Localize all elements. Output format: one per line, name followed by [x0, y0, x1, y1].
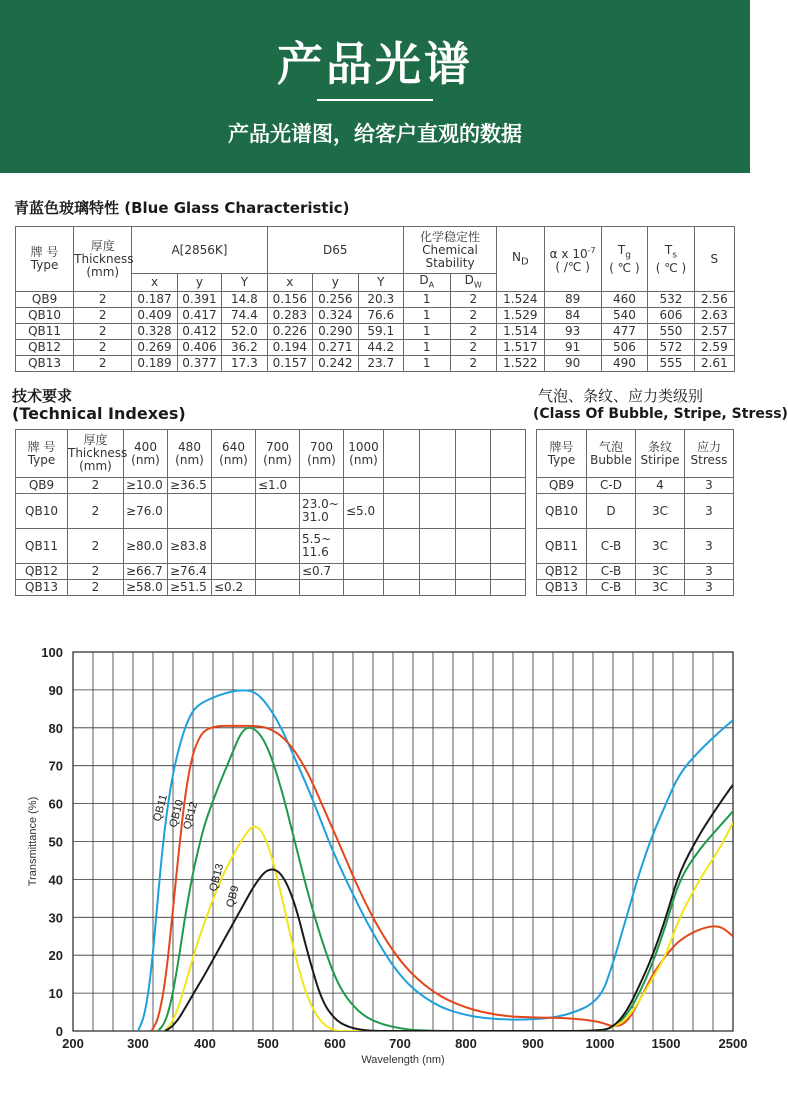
- series-label-qb12: QB12: [181, 800, 201, 831]
- value-cell: 17.3: [222, 356, 267, 372]
- value-cell: 540: [601, 308, 648, 324]
- header-tg: $T_g$ ( ℃ ): [601, 227, 648, 292]
- value-cell: 1: [403, 340, 450, 356]
- x-tick-label: 1000: [585, 1036, 615, 1051]
- y-tick-label: 60: [48, 796, 63, 812]
- title-divider: [317, 99, 433, 101]
- value-cell: [344, 529, 384, 564]
- t2-header-700nm-a: 700 (nm): [256, 430, 300, 478]
- y-tick-label: 20: [48, 948, 63, 964]
- type-cell: QB11: [16, 529, 68, 564]
- table-row: [537, 529, 734, 564]
- empty-cell: [420, 494, 456, 529]
- series-label-qb9: QB9: [224, 884, 242, 909]
- value-cell: 44.2: [358, 340, 403, 356]
- table-row: [16, 529, 526, 564]
- table-row: [16, 308, 735, 324]
- table-row: [16, 340, 735, 356]
- value-cell: 1.522: [497, 356, 545, 372]
- table-row: [16, 356, 735, 372]
- table-row: [16, 292, 735, 308]
- section-title-class-cn: 气泡、条纹、应力类级别: [538, 387, 704, 405]
- table-row: [16, 564, 526, 580]
- value-cell: 74.4: [222, 308, 267, 324]
- value-cell: 93: [544, 324, 601, 340]
- subheader-a-x: x: [132, 274, 177, 292]
- value-cell: 2: [74, 340, 132, 356]
- x-tick-label: 700: [389, 1036, 411, 1051]
- value-cell: 0.328: [132, 324, 177, 340]
- bubble-stripe-stress-table: [536, 429, 734, 596]
- y-tick-label: 50: [48, 834, 63, 850]
- header-ts: $T_s$ ( ℃ ): [648, 227, 695, 292]
- value-cell: 2: [68, 478, 124, 494]
- y-tick-label: 0: [55, 1024, 63, 1039]
- value-cell: 84: [544, 308, 601, 324]
- value-cell: 91: [544, 340, 601, 356]
- empty-cell: [491, 529, 526, 564]
- x-tick-label: 1500: [651, 1036, 681, 1051]
- t2-header-700nm-b: 700 (nm): [300, 430, 344, 478]
- value-cell: 0.271: [313, 340, 358, 356]
- value-cell: [212, 478, 256, 494]
- type-cell: QB11: [537, 529, 587, 564]
- value-cell: 76.6: [358, 308, 403, 324]
- section-title-technical-en: (Technical Indexes): [12, 404, 186, 423]
- empty-cell: [420, 580, 456, 596]
- value-cell: D: [587, 494, 636, 529]
- type-cell: QB13: [16, 580, 68, 596]
- value-cell: 14.8: [222, 292, 267, 308]
- value-cell: 2.61: [694, 356, 734, 372]
- value-cell: [344, 478, 384, 494]
- series-label-qb11: QB11: [151, 793, 170, 823]
- value-cell: 2: [74, 308, 132, 324]
- value-cell: ≥36.5: [168, 478, 212, 494]
- value-cell: ≤0.2: [212, 580, 256, 596]
- y-axis-label: Transmittance (%): [27, 796, 39, 887]
- type-cell: QB10: [16, 308, 74, 324]
- section-title-blue-glass: 青蓝色玻璃特性 (Blue Glass Characteristic): [14, 199, 350, 217]
- type-cell: QB12: [16, 340, 74, 356]
- header-banner: [0, 0, 750, 173]
- value-cell: 1.529: [497, 308, 545, 324]
- x-tick-label: 600: [324, 1036, 346, 1051]
- value-cell: ≤0.7: [300, 564, 344, 580]
- value-cell: ≥76.4: [168, 564, 212, 580]
- value-cell: 1: [403, 308, 450, 324]
- type-cell: QB13: [16, 356, 74, 372]
- value-cell: 2: [74, 292, 132, 308]
- x-tick-label: 2500: [718, 1036, 748, 1051]
- technical-indexes-table: [15, 429, 526, 596]
- value-cell: [344, 564, 384, 580]
- subheader-da: $D_A$: [403, 274, 450, 292]
- t2-header-1000nm: 1000 (nm): [344, 430, 384, 478]
- type-cell: QB9: [537, 478, 587, 494]
- value-cell: 90: [544, 356, 601, 372]
- value-cell: 572: [648, 340, 695, 356]
- subheader-d65-x: x: [267, 274, 312, 292]
- value-cell: ≥83.8: [168, 529, 212, 564]
- empty-cell: [420, 478, 456, 494]
- value-cell: 2: [450, 324, 497, 340]
- value-cell: 4: [636, 478, 685, 494]
- value-cell: 3: [685, 529, 734, 564]
- value-cell: C-D: [587, 478, 636, 494]
- value-cell: 0.157: [267, 356, 312, 372]
- value-cell: [256, 580, 300, 596]
- value-cell: 2: [68, 564, 124, 580]
- empty-cell: [491, 564, 526, 580]
- value-cell: 1: [403, 324, 450, 340]
- value-cell: 5.5~ 11.6: [300, 529, 344, 564]
- value-cell: C-B: [587, 529, 636, 564]
- header-d65: D65: [267, 227, 403, 274]
- empty-cell: [420, 564, 456, 580]
- value-cell: 0.189: [132, 356, 177, 372]
- empty-cell: [384, 529, 420, 564]
- table-row: [537, 564, 734, 580]
- value-cell: [344, 580, 384, 596]
- table-row: [16, 494, 526, 529]
- value-cell: 20.3: [358, 292, 403, 308]
- value-cell: 2.59: [694, 340, 734, 356]
- t2-header-empty: [491, 430, 526, 478]
- type-cell: QB11: [16, 324, 74, 340]
- page-subtitle: 产品光谱图，给客户直观的数据: [228, 122, 522, 146]
- table-row: [537, 478, 734, 494]
- header-a2856k: A[2856K]: [132, 227, 267, 274]
- section-title-class-en: (Class Of Bubble, Stripe, Stress): [533, 406, 788, 422]
- value-cell: 1: [403, 356, 450, 372]
- t2-header-480nm: 480 (nm): [168, 430, 212, 478]
- y-tick-label: 40: [48, 872, 63, 888]
- value-cell: 3: [685, 494, 734, 529]
- value-cell: 23.0~ 31.0: [300, 494, 344, 529]
- subheader-d65-y: y: [313, 274, 358, 292]
- value-cell: 0.226: [267, 324, 312, 340]
- value-cell: [300, 478, 344, 494]
- value-cell: 2: [74, 356, 132, 372]
- value-cell: 3: [685, 478, 734, 494]
- table-row: [16, 324, 735, 340]
- empty-cell: [456, 580, 491, 596]
- y-tick-label: 30: [48, 910, 63, 926]
- value-cell: 2: [74, 324, 132, 340]
- value-cell: [300, 580, 344, 596]
- value-cell: 0.283: [267, 308, 312, 324]
- table-row: [16, 580, 526, 596]
- value-cell: 1.514: [497, 324, 545, 340]
- header-nd: $N_D$: [497, 227, 545, 292]
- value-cell: [256, 529, 300, 564]
- empty-cell: [384, 580, 420, 596]
- value-cell: 2: [68, 580, 124, 596]
- value-cell: 3C: [636, 564, 685, 580]
- table-row: [537, 494, 734, 529]
- page-title: 产品光谱: [277, 37, 473, 91]
- value-cell: 550: [648, 324, 695, 340]
- t2-header-type: 牌 号 Type: [16, 430, 68, 478]
- value-cell: 1.517: [497, 340, 545, 356]
- t2-header-empty: [456, 430, 491, 478]
- empty-cell: [491, 478, 526, 494]
- section-title-technical-cn: 技术要求: [12, 387, 73, 405]
- empty-cell: [491, 580, 526, 596]
- value-cell: C-B: [587, 564, 636, 580]
- x-tick-label: 400: [194, 1036, 216, 1051]
- header-alpha: α x $10^{-7}$ ( /℃ ): [544, 227, 601, 292]
- value-cell: 2: [450, 340, 497, 356]
- empty-cell: [420, 529, 456, 564]
- x-tick-label: 900: [522, 1036, 544, 1051]
- t2-header-empty: [420, 430, 456, 478]
- value-cell: 0.242: [313, 356, 358, 372]
- value-cell: [212, 564, 256, 580]
- t3-header-stripe: 条纹 Stiripe: [636, 430, 685, 478]
- value-cell: 2: [450, 308, 497, 324]
- y-tick-label: 90: [48, 682, 63, 698]
- value-cell: [212, 494, 256, 529]
- type-cell: QB13: [537, 580, 587, 596]
- table-row: [537, 580, 734, 596]
- t2-header-640nm: 640 (nm): [212, 430, 256, 478]
- t2-header-400nm: 400 (nm): [124, 430, 168, 478]
- value-cell: 606: [648, 308, 695, 324]
- series-label-qb10: QB10: [167, 798, 187, 829]
- type-cell: QB9: [16, 292, 74, 308]
- empty-cell: [456, 478, 491, 494]
- y-tick-label: 100: [41, 645, 63, 660]
- x-tick-label: 300: [127, 1036, 149, 1051]
- value-cell: ≤5.0: [344, 494, 384, 529]
- value-cell: 89: [544, 292, 601, 308]
- value-cell: 2.57: [694, 324, 734, 340]
- value-cell: 36.2: [222, 340, 267, 356]
- series-label-qb13: QB13: [207, 862, 227, 893]
- value-cell: [256, 564, 300, 580]
- value-cell: 2: [68, 529, 124, 564]
- value-cell: 3C: [636, 494, 685, 529]
- value-cell: 2.63: [694, 308, 734, 324]
- value-cell: 0.256: [313, 292, 358, 308]
- value-cell: 0.269: [132, 340, 177, 356]
- value-cell: 3: [685, 564, 734, 580]
- header-thickness: 厚度 Thickness (mm): [74, 227, 132, 292]
- header-type: 牌 号 Type: [16, 227, 74, 292]
- x-tick-label: 200: [62, 1036, 84, 1051]
- x-axis-label: Wavelength (nm): [361, 1054, 445, 1066]
- value-cell: C-B: [587, 580, 636, 596]
- value-cell: 0.187: [132, 292, 177, 308]
- value-cell: 555: [648, 356, 695, 372]
- value-cell: 52.0: [222, 324, 267, 340]
- value-cell: ≥51.5: [168, 580, 212, 596]
- header-chemical-stability: 化学稳定性 Chemical Stability: [403, 227, 496, 274]
- empty-cell: [491, 494, 526, 529]
- table-row: [16, 478, 526, 494]
- value-cell: 0.156: [267, 292, 312, 308]
- t3-header-type: 牌号 Type: [537, 430, 587, 478]
- subheader-d65-Y: Y: [358, 274, 403, 292]
- type-cell: QB12: [16, 564, 68, 580]
- value-cell: 0.377: [177, 356, 221, 372]
- y-tick-label: 80: [48, 720, 63, 736]
- x-tick-label: 500: [257, 1036, 279, 1051]
- value-cell: 2: [450, 356, 497, 372]
- value-cell: 477: [601, 324, 648, 340]
- type-cell: QB10: [16, 494, 68, 529]
- empty-cell: [384, 494, 420, 529]
- value-cell: 460: [601, 292, 648, 308]
- value-cell: 3: [685, 580, 734, 596]
- x-tick-label: 800: [455, 1036, 477, 1051]
- value-cell: 490: [601, 356, 648, 372]
- blue-glass-table: [15, 226, 735, 372]
- value-cell: 0.194: [267, 340, 312, 356]
- value-cell: 0.417: [177, 308, 221, 324]
- empty-cell: [456, 564, 491, 580]
- subheader-a-Y: Y: [222, 274, 267, 292]
- value-cell: 506: [601, 340, 648, 356]
- subheader-dw: $D_W$: [450, 274, 497, 292]
- value-cell: 1: [403, 292, 450, 308]
- value-cell: ≥10.0: [124, 478, 168, 494]
- value-cell: 2: [450, 292, 497, 308]
- value-cell: 59.1: [358, 324, 403, 340]
- value-cell: ≤1.0: [256, 478, 300, 494]
- type-cell: QB10: [537, 494, 587, 529]
- value-cell: [212, 529, 256, 564]
- value-cell: 2: [68, 494, 124, 529]
- type-cell: QB12: [537, 564, 587, 580]
- transmittance-chart: [0, 630, 750, 1070]
- y-tick-label: 70: [48, 758, 63, 774]
- value-cell: 0.391: [177, 292, 221, 308]
- value-cell: 0.290: [313, 324, 358, 340]
- value-cell: 0.324: [313, 308, 358, 324]
- t2-header-thickness: 厚度 Thickness (mm): [68, 430, 124, 478]
- type-cell: QB9: [16, 478, 68, 494]
- header-s: S: [694, 227, 734, 292]
- value-cell: ≥76.0: [124, 494, 168, 529]
- y-tick-label: 10: [48, 986, 63, 1002]
- value-cell: 2.56: [694, 292, 734, 308]
- empty-cell: [384, 478, 420, 494]
- value-cell: 0.412: [177, 324, 221, 340]
- value-cell: 3C: [636, 529, 685, 564]
- t3-header-stress: 应力 Stress: [685, 430, 734, 478]
- value-cell: 3C: [636, 580, 685, 596]
- empty-cell: [384, 564, 420, 580]
- value-cell: 0.409: [132, 308, 177, 324]
- empty-cell: [456, 529, 491, 564]
- empty-cell: [456, 494, 491, 529]
- value-cell: [256, 494, 300, 529]
- value-cell: 23.7: [358, 356, 403, 372]
- t2-header-empty: [384, 430, 420, 478]
- value-cell: 0.406: [177, 340, 221, 356]
- value-cell: ≥66.7: [124, 564, 168, 580]
- value-cell: [168, 494, 212, 529]
- value-cell: 532: [648, 292, 695, 308]
- value-cell: ≥80.0: [124, 529, 168, 564]
- t3-header-bubble: 气泡 Bubble: [587, 430, 636, 478]
- value-cell: 1.524: [497, 292, 545, 308]
- subheader-a-y: y: [177, 274, 221, 292]
- value-cell: ≥58.0: [124, 580, 168, 596]
